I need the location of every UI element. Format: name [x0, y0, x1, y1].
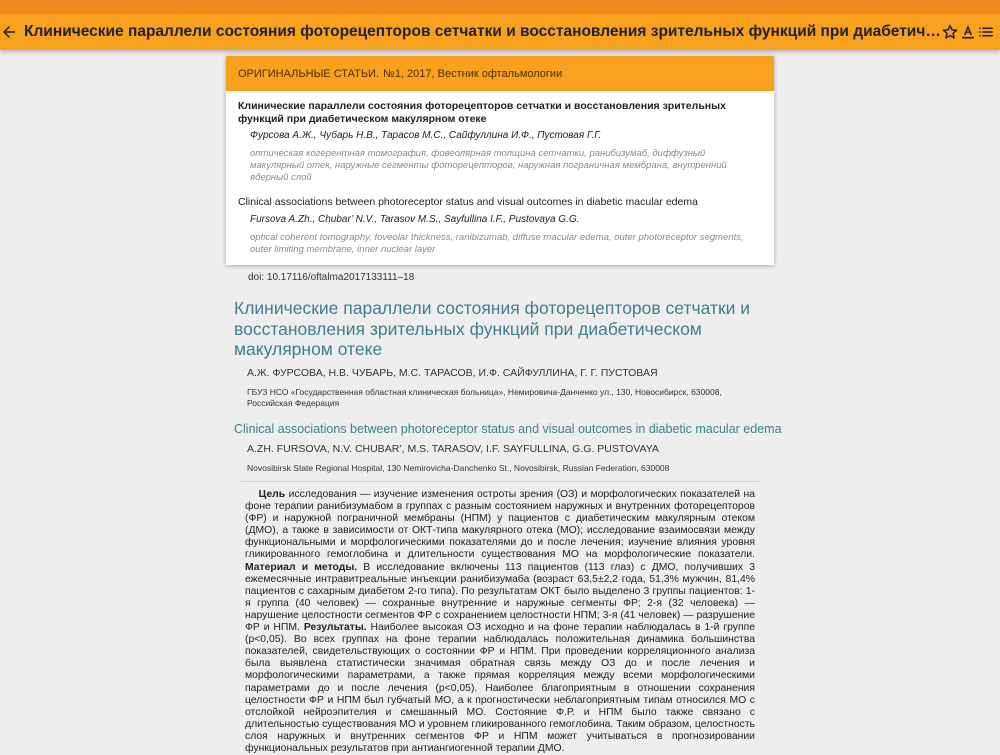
- goal-text: исследования — изучение изменения остроты зрения (ОЗ) и морфологических показателей на фоне терапии ранибизумабом в группах с разным состоянием наружных и внутренних фоторецепторов (ФР) и наружной пограничной мембраны (НПМ) у пациентов с диабетическим макулярным отеком (ДМО), а также в зависимости от ОКТ-типа макулярного отека (МО); исследование взаимосвязи между функциональными и морфологическими показателями до и после лечения; изучение влияния уровня гликированного гемоглобина и длительности существования МО на морфологические показатели.: [245, 489, 755, 561]
- article-info-card: [226, 56, 774, 265]
- results-label: Результаты.: [303, 622, 367, 634]
- status-bar: [0, 0, 1000, 14]
- star-outline-icon: [941, 23, 959, 41]
- divider: [241, 481, 759, 482]
- methods-label: Материал и методы.: [245, 561, 358, 573]
- article-authors-en: A.ZH. FURSOVA, N.V. CHUBAR’, M.S. TARASOV, I.F. SAYFULLINA, G.G. PUSTOVAYA: [247, 443, 659, 455]
- methods-text: В исследование включены 113 пациентов (113 глаз) с ДМО, получивших 3 ежемесячные интравитреальные инъекции ранибизумаба (возраст 63,5±2,2 года, 51,3% мужчин, 81,4% пациентов с сахарным диабетом 2-го типа). По результатам ОКТ было выделено 3 группы пациентов: 1-я группа (40 человек) — сохранные внутренние и наружные сегменты ФР; 2-я (32 человека) — нарушение целостности сегментов ФР с сохранением целостности НПМ; 3-я (41 человек) — разрушение ФР и НПМ.: [245, 561, 755, 634]
- abstract: [245, 489, 755, 755]
- app-bar: [0, 14, 1000, 50]
- article-title-en: Clinical associations between photoreceptor status and visual outcomes in diabetic macular edema: [234, 422, 782, 436]
- article-affiliation-en: Novosibirsk State Regional Hospital, 130 Nemirovicha-Danchenko St., Novosibirsk, Russian Federation, 630008: [247, 463, 670, 473]
- text-format-button[interactable]: [959, 14, 977, 50]
- article-title-ru: Клинические параллели состояния фоторецепторов сетчатки и восстановления зрительных функций при диабетическом макулярном отеке: [234, 298, 751, 359]
- results-text: Наиболее высокая ОЗ исходно и на фоне терапии наблюдалась в 1-й группе (p<0,05). Во всех группах на фоне терапии наблюдалась положительная динамика большинства показателей, свидетельствующих о состоянии ФР и НПМ. При проведении корреляционного анализа была выявлена статистически значимая обратная связь между ОЗ до и после лечения и морфологическими параметрами, а также прямая корреляция между всеми морфологическими параметрами до и после лечения (p<0,05). Наиболее благоприятным в отношении сохранения целостности ФР и НПМ был губчатый МО, а к прогностически неблагоприятным типам относился МО с отслойкой нейроэпителия и смешанный МО. Состояние Ф.Р. и НПМ было также связано с длительностью существования МО и уровнем гликированного гемоглобина. Таким образом, целостность слоя наружных и внутренних сегментов ФР и НПМ может учитываться в прогнозировании функциональных результатов при антиангиогенной терапии ДМО.: [245, 622, 755, 754]
- list-icon: [977, 23, 995, 41]
- card-title-en: Clinical associations between photoreceptor status and visual outcomes in diabetic macular edema: [238, 196, 698, 208]
- goal-label: Цель: [258, 489, 286, 500]
- doi-link[interactable]: doi: 10.17116/oftalma2017133111–18: [248, 272, 415, 283]
- card-header: [226, 56, 774, 91]
- card-title-ru: Клинические параллели состояния фоторецепторов сетчатки и восстановления зрительных функций при диабетическом макулярном отеке: [238, 100, 726, 125]
- issue-label: №1, 2017, Вестник офтальмологии: [383, 67, 563, 80]
- text-format-icon: [959, 23, 977, 41]
- arrow-left-icon: [0, 23, 18, 41]
- section-label: ОРИГИНАЛЬНЫЕ СТАТЬИ.: [238, 67, 380, 80]
- card-keywords-en: optical coherent tomography, foveolar thickness, ranibizumab, diffuse macular edema, outer photoreceptor segments, outer limiting membrane, inner nuclear layer: [250, 232, 744, 255]
- back-button[interactable]: [0, 14, 18, 50]
- favorite-button[interactable]: [941, 14, 959, 50]
- article-affiliation-ru: ГБУЗ НСО «Государственная областная клиническая больница», Немировича-Данченко ул., 130, Новосибирск, 630008, Российская Федерация: [247, 387, 722, 408]
- contents-button[interactable]: [977, 14, 995, 50]
- card-authors-ru: Фурсова А.Ж., Чубарь Н.В., Тарасов М.С., Сайфуллина И.Ф., Пустовая Г.Г.: [250, 130, 602, 141]
- app-bar-title: Клинические параллели состояния фоторецепторов сетчатки и восстановления зрительных функций при диабетич…: [24, 23, 941, 40]
- article-authors-ru: А.Ж. ФУРСОВА, Н.В. ЧУБАРЬ, М.С. ТАРАСОВ, И.Ф. САЙФУЛЛИНА, Г. Г. ПУСТОВАЯ: [247, 367, 658, 379]
- card-keywords-ru: оптическая когерентная томография, фовеолярная толщина сетчатки, ранибизумаб, диффузный макулярный отек, наружные сегменты фоторецепторов, наружная пограничная мембрана, внутренний ядерный слой: [250, 148, 727, 183]
- card-authors-en: Fursova A.Zh., Chubar’ N.V., Tarasov M.S., Sayfullina I.F., Pustovaya G.G.: [250, 214, 580, 225]
